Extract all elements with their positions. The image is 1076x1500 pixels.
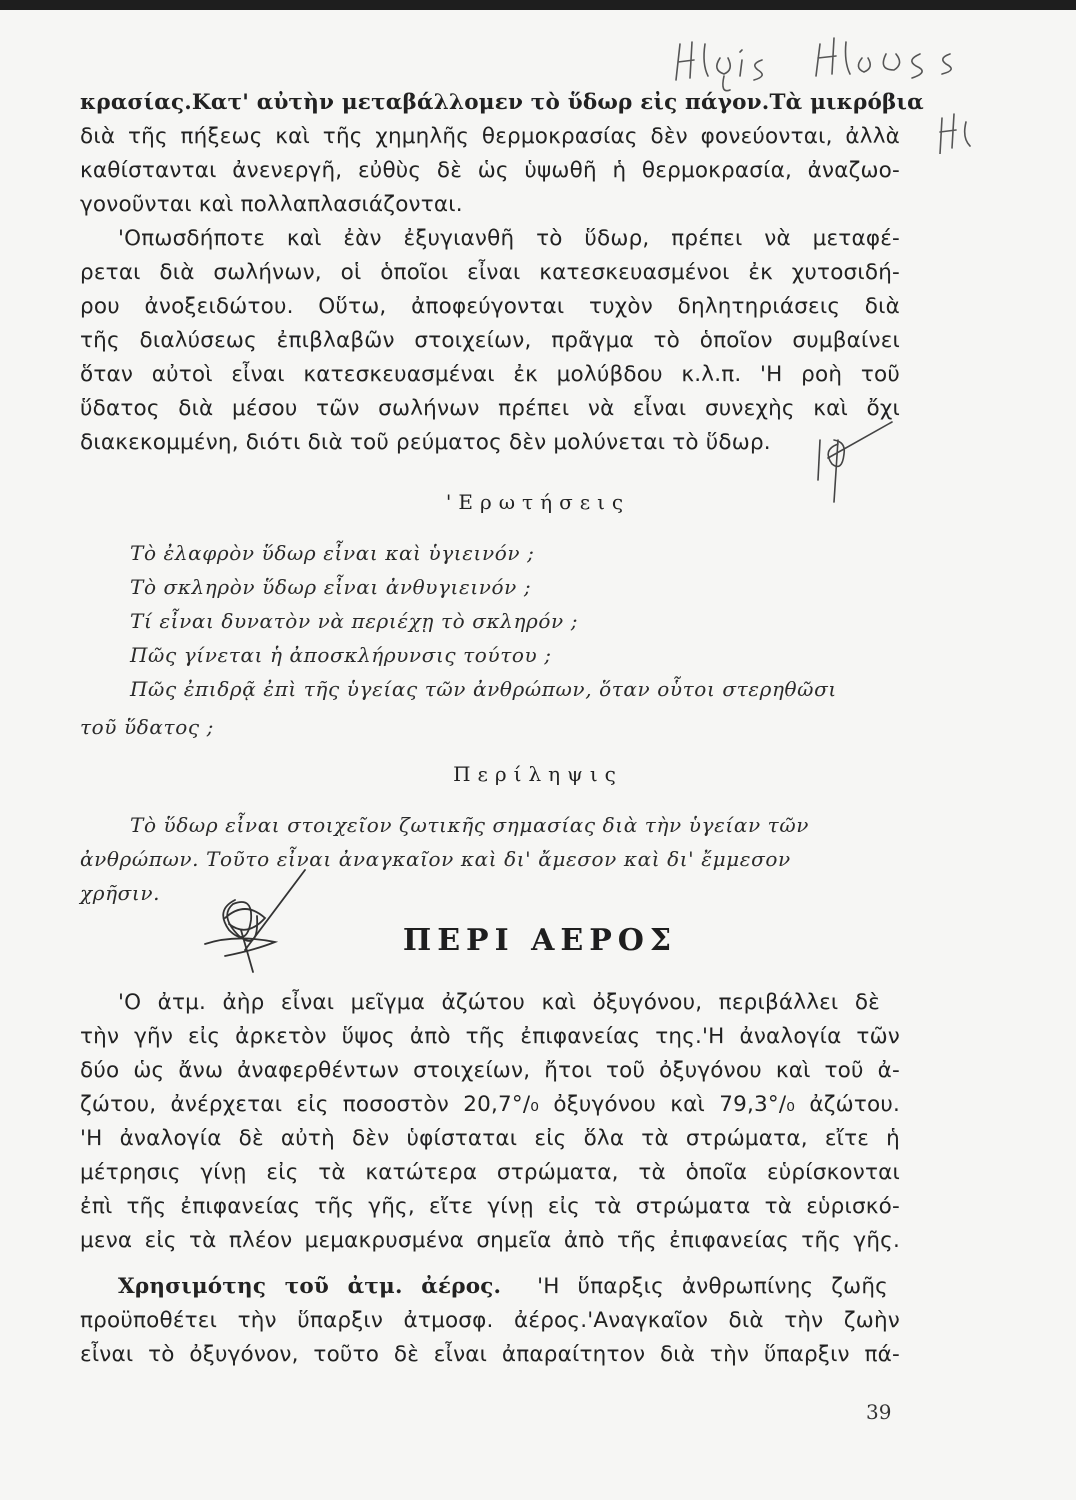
body-line: εἶναι τὸ ὀξυγόνον, τοῦτο δὲ εἶναι ἀπαραίτητον διὰ τὴν ὕπαρξιν πά- [80,1342,900,1367]
body-line: 'Η ἀναλογία δὲ αὐτὴ δὲν ὑφίσταται εἰς ὅλα τὰ στρώματα, εἴτε ἡ [80,1126,900,1151]
body-line: δύο ὡς ἄνω ἀναφερθέντων στοιχείων, ἤτοι τοῦ ὀξυγόνου καὶ τοῦ ἀ- [80,1058,900,1083]
body-line: ὕδατος διὰ μέσου τῶν σωλήνων πρέπει νὰ εἶναι συνεχὴς καὶ ὄχι [80,396,900,421]
body-line: τὴν γῆν εἰς ἀρκετὸν ὕψος ἀπὸ τῆς ἐπιφανείας της.'Η ἀναλογία τῶν [80,1024,900,1049]
page-number: 39 [866,1400,892,1424]
question-item: Τί εἶναι δυνατὸν νὰ περιέχῃ τὸ σκληρόν ; [130,609,579,633]
body-line: ρου ἀνοξειδώτου. Οὕτω, ἀποφεύγονται τυχὸν δηλητηριάσεις διὰ [80,294,900,319]
body-line: γονοῦνται καὶ πολλαπλασιάζονται. [80,192,463,217]
pen-scribble-signature [195,860,325,980]
question-item: Πῶς ἐπιδρᾷ ἐπὶ τῆς ὑγείας τῶν ἀνθρώπων, ὅταν οὗτοι στερηθῶσι [130,677,837,701]
body-line: μενα εἰς τὰ πλέον μεμακρυσμένα σημεῖα ἀπὸ τῆς ἐπιφανείας τῆς γῆς. [80,1228,900,1253]
question-item: τοῦ ὕδατος ; [80,715,214,739]
body-line: ἐπὶ τῆς ἐπιφανείας τῆς γῆς, εἴτε γίνῃ εἰς τὰ στρώματα τὰ εὑρισκό- [80,1194,900,1219]
body-line: ρεται διὰ σωλήνων, οἱ ὁποῖοι εἶναι κατεσκευασμένοι ἐκ χυτοσιδή- [80,260,900,285]
body-line: ὅταν αὐτοὶ εἶναι κατεσκευασμέναι ἐκ μολύβδου κ.λ.π. 'Η ροὴ τοῦ [80,362,900,387]
body-line: Χρησιμότης τοῦ ἀτμ. ἀέρος. 'Η ὕπαρξις ἀνθρωπίνης ζωῆς [118,1274,888,1299]
usefulness-heading: Χρησιμότης τοῦ ἀτμ. ἀέρος. [118,1274,502,1299]
body-line: 'Οπωσδήποτε καὶ ἐὰν ἐξυγιανθῆ τὸ ὕδωρ, πρέπει νὰ μεταφέ- [118,226,900,251]
summary-line: χρῆσιν. [80,881,161,905]
body-line: κρασίας.Κατ' αὐτὴν μεταβάλλομεν τὸ ὕδωρ εἰς πάγον.Τὰ μικρόβια [80,90,924,115]
body-line: 'Ο ἀτμ. ἀὴρ εἶναι μεῖγμα ἀζώτου καὶ ὀξυγόνου, περιβάλλει δὲ [118,990,880,1015]
body-line: καθίστανται ἀνενεργῆ, εὐθὺς δὲ ὡς ὑψωθῆ ἡ θερμοκρασία, ἀναζωο- [80,158,900,183]
summary-line: Τὸ ὕδωρ εἶναι στοιχεῖον ζωτικῆς σημασίας διὰ τὴν ὑγείαν τῶν [130,813,810,837]
body-line: ζώτου, ἀνέρχεται εἰς ποσοστὸν 20,7°/₀ ὀξυγόνου καὶ 79,3°/₀ ἀζώτου. [80,1092,900,1117]
scan-top-border [0,0,1076,10]
body-line: διακεκομμένη, διότι διὰ τοῦ ρεύματος δὲν μολύνεται τὸ ὕδωρ. [80,430,771,455]
section-title: ΠΕΡΙ ΑΕΡΟΣ [402,923,678,958]
body-line: διὰ τῆς πήξεως καὶ τῆς χημηλῆς θερμοκρασίας δὲν φονεύονται, ἀλλὰ [80,124,900,149]
summary-line: ἀνθρώπων. Τοῦτο εἶναι ἀναγκαῖον καὶ δι' ἄμεσον καὶ δι' ἔμμεσον [80,847,791,871]
summary-heading: Περίληψις [453,762,623,786]
question-item: Τὸ σκληρὸν ὕδωρ εἶναι ἀνθυγιεινόν ; [130,575,532,599]
question-item: Πῶς γίνεται ἡ ἀποσκλήρυνσις τούτου ; [130,643,552,667]
body-line: προϋποθέτει τὴν ὕπαρξιν ἀτμοσφ. ἀέρος.'Αναγκαῖον διὰ τὴν ζωὴν [80,1308,900,1333]
question-item: Τὸ ἐλαφρὸν ὕδωρ εἶναι καὶ ὑγιεινόν ; [130,541,535,565]
body-line: τῆς διαλύσεως ἐπιβλαβῶν στοιχείων, πρᾶγμα τὸ ὁποῖον συμβαίνει [80,328,900,353]
body-line: μέτρησις γίνῃ εἰς τὰ κατώτερα στρώματα, τὰ ὁποῖα εὑρίσκονται [80,1160,900,1185]
questions-heading: 'Ερωτήσεις [445,490,631,514]
